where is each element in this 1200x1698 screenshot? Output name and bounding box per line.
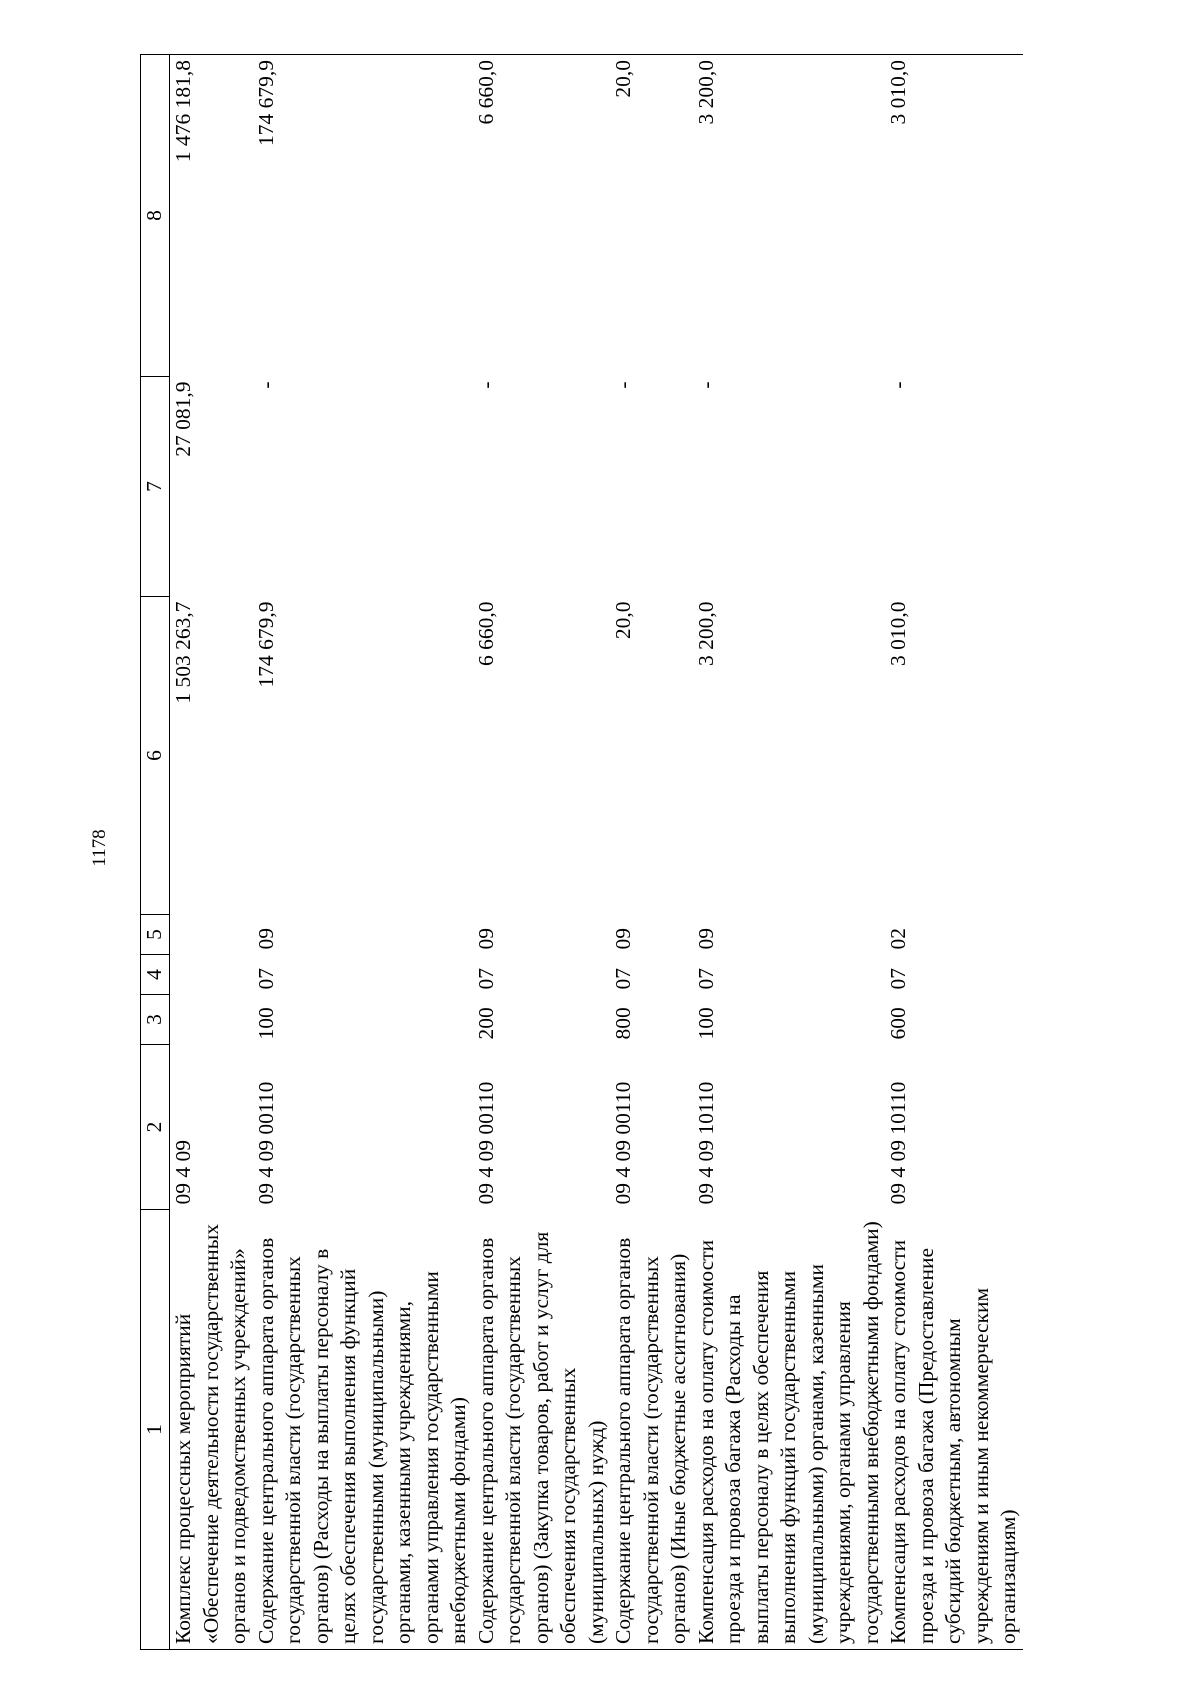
row-federal: - <box>611 381 635 389</box>
row-code: 09 4 09 00110 <box>253 1081 278 1205</box>
table-row <box>610 55 693 1650</box>
row-pr: 09 <box>473 928 498 950</box>
column-header-7: 7 <box>141 377 170 597</box>
row-regional: 1 476 181,8 <box>171 60 195 163</box>
row-vr <box>170 995 253 1045</box>
row-pr: 02 <box>886 928 910 950</box>
row-total: 174 679,9 <box>253 601 278 688</box>
row-name: Содержание центрального аппарата органов государственной власти (государственных органов) (Расходы на выплаты персоналу в целях обеспечения выполнения функций государственными (муниципальными) органами, казенными учреждениями, органами управления государственными внебюджетными фондами) <box>253 1237 470 1644</box>
column-header-5: 5 <box>141 915 170 955</box>
row-code: 09 4 09 00110 <box>611 1081 635 1205</box>
row-vr: 200 <box>473 1007 498 1040</box>
row-regional: 174 679,9 <box>253 60 278 146</box>
page-number: 1178 <box>89 829 110 867</box>
table-row <box>473 55 611 1650</box>
row-name: Компенсация расходов на оплату стоимости проезда и провоза багажа (Предоставление субсидий бюджетным, автономным учреждениям и иным некоммерческим организациям) <box>886 1239 1020 1644</box>
table-row <box>693 55 886 1650</box>
row-regional: 3 200,0 <box>693 60 718 125</box>
row-rz: 07 <box>886 968 910 990</box>
header-row <box>141 55 170 1650</box>
row-code: 09 4 09 10110 <box>886 1081 910 1205</box>
row-pr <box>170 915 253 955</box>
row-pr: 09 <box>253 928 278 950</box>
rotated-table-container <box>140 55 1035 1650</box>
row-code: 09 4 09 00110 <box>473 1081 498 1205</box>
row-code: 09 4 09 <box>171 1140 195 1205</box>
row-federal: - <box>886 381 910 389</box>
row-total: 6 660,0 <box>473 601 498 666</box>
column-header-6: 6 <box>141 597 170 915</box>
row-vr: 100 <box>693 1007 718 1040</box>
row-rz: 07 <box>253 968 278 990</box>
row-rz <box>170 955 253 995</box>
column-header-3: 3 <box>141 995 170 1045</box>
row-rz: 07 <box>473 968 498 990</box>
row-total: 3 200,0 <box>693 601 718 666</box>
row-name: Комплекс процессных мероприятий «Обеспечение деятельности государственных органов и подведомственных учреждений» <box>171 1224 250 1644</box>
table-row <box>253 55 473 1650</box>
budget-table <box>140 54 1023 1650</box>
row-name: Содержание центрального аппарата органов государственной власти (государственных органов) (Закупка товаров, работ и услуг для обеспечения государственных (муниципальных) нужд) <box>473 1231 608 1644</box>
column-header-2: 2 <box>141 1045 170 1210</box>
column-header-1: 1 <box>141 1210 170 1650</box>
row-rz: 07 <box>611 968 635 990</box>
row-pr: 09 <box>693 928 718 950</box>
row-federal: - <box>253 381 278 389</box>
row-vr: 800 <box>611 1007 635 1040</box>
row-total: 1 503 263,7 <box>171 601 195 704</box>
row-name: Компенсация расходов на оплату стоимости проезда и провоза багажа (Расходы на выплаты персоналу в целях обеспечения выполнения функций государственными (муниципальными) органами, казенными учреждениями, органами управления государственными внебюджетными фондами) <box>693 1221 883 1644</box>
row-federal: 27 081,9 <box>171 381 195 457</box>
row-total: 3 010,0 <box>886 601 910 666</box>
row-federal: - <box>693 381 718 389</box>
row-federal: - <box>473 381 498 389</box>
row-regional: 20,0 <box>611 60 635 98</box>
row-regional: 6 660,0 <box>473 60 498 125</box>
row-name: Содержание центрального аппарата органов государственной власти (государственных органов) (Иные бюджетные ассигнования) <box>611 1237 690 1644</box>
table-row <box>170 55 253 1650</box>
row-vr: 600 <box>886 1007 910 1040</box>
row-pr: 09 <box>611 928 635 950</box>
column-header-8: 8 <box>141 55 170 377</box>
row-vr: 100 <box>253 1007 278 1040</box>
row-code: 09 4 09 10110 <box>693 1081 718 1205</box>
row-rz: 07 <box>693 968 718 990</box>
table-row <box>885 55 1023 1650</box>
row-total: 20,0 <box>611 601 635 640</box>
column-header-4: 4 <box>141 955 170 995</box>
row-regional: 3 010,0 <box>886 60 910 125</box>
